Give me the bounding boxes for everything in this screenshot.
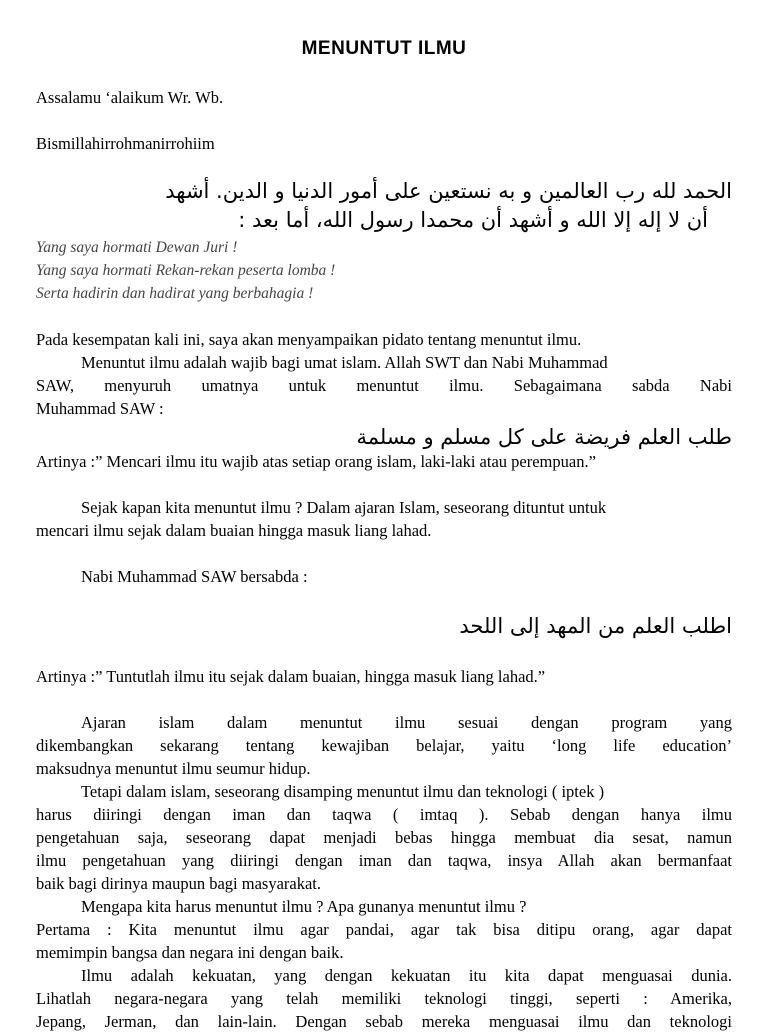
paragraph-line: memimpin bangsa dan negara ini dengan baik. [36, 943, 344, 962]
basmalah-line: Bismillahirrohmanirrohiim [36, 134, 215, 153]
greeting-line: Serta hadirin dan hadirat yang berbahagia ! [36, 285, 314, 302]
paragraph-line: Ajaran islam dalam menuntut ilmu sesuai dengan program yang [81, 713, 732, 732]
paragraph-line: Menuntut ilmu adalah wajib bagi umat islam. Allah SWT dan Nabi Muhammad [81, 353, 608, 372]
paragraph-line: Ilmu adalah kekuatan, yang dengan kekuatan itu kita dapat menguasai dunia. [81, 966, 732, 985]
arabic-opening-line-1: الحمد لله رب العالمين و به نستعين على أمور الدنيا و الدين. أشهد [165, 179, 732, 203]
translation-line: Artinya :” Mencari ilmu itu wajib atas setiap orang islam, laki-laki atau perempuan.” [36, 452, 596, 471]
salam-line: Assalamu ‘alaikum Wr. Wb. [36, 88, 224, 107]
paragraph-line: maksudnya menuntut ilmu seumur hidup. [36, 759, 311, 778]
arabic-hadith-2: اطلب العلم من المهد إلى اللحد [459, 614, 732, 638]
greeting-line: Yang saya hormati Dewan Juri ! [36, 239, 238, 256]
document-title: MENUNTUT ILMU [301, 38, 467, 59]
paragraph-line: Pada kesempatan kali ini, saya akan menyampaikan pidato tentang menuntut ilmu. [36, 330, 582, 349]
greeting-line: Yang saya hormati Rekan-rekan peserta lomba ! [36, 262, 336, 279]
paragraph-line: Mengapa kita harus menuntut ilmu ? Apa gunanya menuntut ilmu ? [81, 897, 527, 916]
paragraph-line: dikembangkan sekarang tentang kewajiban belajar, yaitu ‘long life education’ [36, 736, 732, 755]
paragraph-line: Lihatlah negara-negara yang telah memiliki teknologi tinggi, seperti : Amerika, [36, 989, 732, 1008]
paragraph-line: Pertama : Kita menuntut ilmu agar pandai, agar tak bisa ditipu orang, agar dapat [36, 920, 732, 939]
arabic-opening-line-2: أن لا إله إلا الله و أشهد أن محمدا رسول الله، أما بعد : [238, 208, 708, 232]
paragraph-line: Jepang, Jerman, dan lain-lain. Dengan sebab mereka menguasai ilmu dan teknologi [36, 1012, 732, 1031]
paragraph-line: Muhammad SAW : [36, 399, 164, 418]
arabic-hadith-1: طلب العلم فريضة على كل مسلم و مسلمة [356, 425, 732, 449]
paragraph-line: Nabi Muhammad SAW bersabda : [81, 567, 308, 586]
translation-line: Artinya :” Tuntutlah ilmu itu sejak dalam buaian, hingga masuk liang lahad.” [36, 667, 546, 686]
paragraph-line: baik bagi dirinya maupun bagi masyarakat. [36, 874, 321, 893]
paragraph-line: Sejak kapan kita menuntut ilmu ? Dalam ajaran Islam, seseorang dituntut untuk [81, 498, 607, 517]
paragraph-line: SAW, menyuruh umatnya untuk menuntut ilmu. Sebagaimana sabda Nabi [36, 376, 732, 395]
paragraph-line: Tetapi dalam islam, seseorang disamping menuntut ilmu dan teknologi ( iptek ) [81, 782, 605, 801]
paragraph-line: ilmu pengetahuan yang diiringi dengan iman dan taqwa, insya Allah akan bermanfaat [36, 851, 732, 870]
paragraph-line: pengetahuan saja, seseorang dapat menjadi bebas hingga membuat dia sesat, namun [36, 828, 732, 847]
paragraph-line: mencari ilmu sejak dalam buaian hingga masuk liang lahad. [36, 521, 432, 540]
paragraph-line: harus diiringi dengan iman dan taqwa ( imtaq ). Sebab dengan hanya ilmu [36, 805, 732, 824]
